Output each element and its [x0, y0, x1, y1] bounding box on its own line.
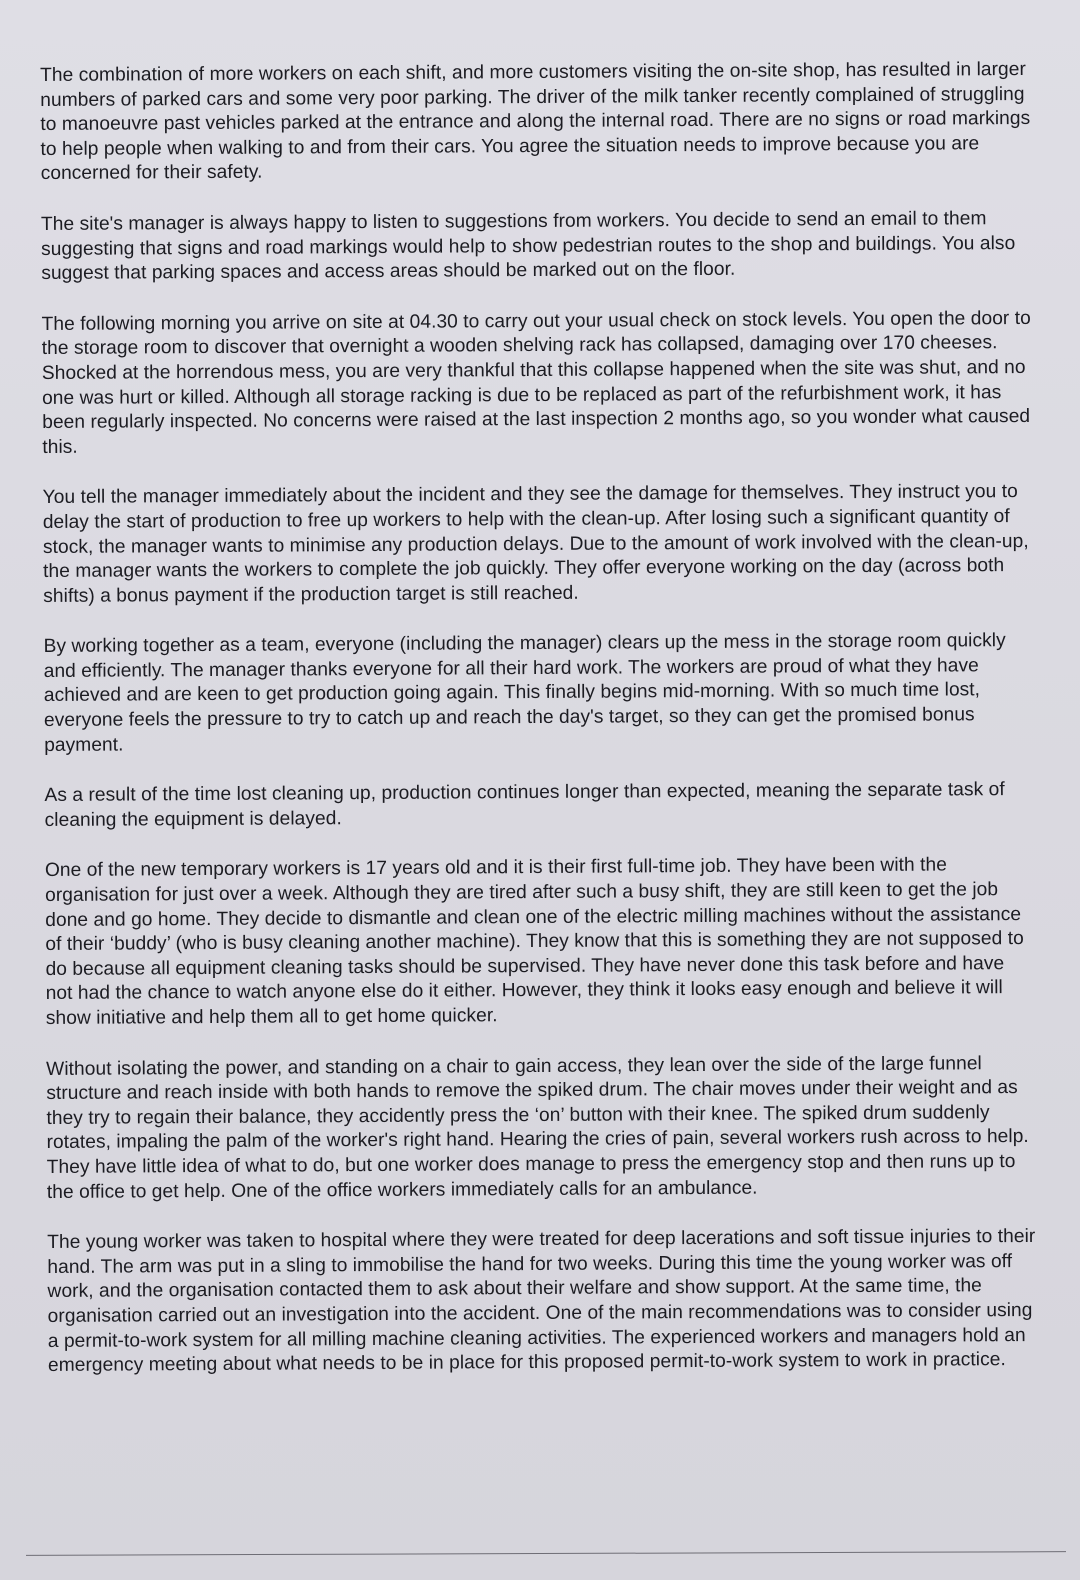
- paragraph-parking: The combination of more workers on each shift, and more customers visiting the on-site shop, has resulted in larger numbers of parked cars and some very poor parking. The driver of the milk tanker recently complained of struggling to manoeuvre past vehicles parked at the entrance and along the internal road. There are no signs or road markings to help people when walking to and from their cars. You agree the situation needs to improve because you are concerned for their safety.: [40, 58, 1031, 185]
- paragraph-teamwork: By working together as a team, everyone (including the manager) clears up the mess in the storage room quickly and efficiently. The manager thanks everyone for all their hard work. The workers are proud of what they have achieved and are keen to get production going again. This finally begins mid-morning. With so much time lost, everyone feels the pressure to try to catch up and reach the day's target, so they can get the promised bonus payment.: [43, 630, 1006, 756]
- page-divider-line: [26, 1551, 1066, 1556]
- paragraph-manager-suggestion: The site's manager is always happy to listen to suggestions from workers. You decide to send an email to them suggesting that signs and road markings would help to show pedestrian routes to the shop and buildings. You also suggest that parking spaces and access areas should be marked out on the floor.: [40, 208, 1016, 285]
- paragraph-production-delay: As a result of the time lost cleaning up, production continues longer than expected, meaning the separate task of cleaning the equipment is delayed.: [44, 779, 1005, 831]
- paragraph-clean-up-instruction: You tell the manager immediately about the incident and they see the damage for themselves. They instruct you to delay the start of production to free up workers to help with the clean-up. After losing such a significant quantity of stock, the manager wants to minimise any production delays. Due to the amount of work involved with the clean-up, the manager wants the workers to complete the job quickly. They offer everyone working on the day (across both shifts) a bonus payment if the production target is still reached.: [42, 481, 1029, 607]
- paragraph-investigation: The young worker was taken to hospital where they were treated for deep lacerations and soft tissue injuries to their hand. The arm was put in a sling to immobilise the hand for two weeks. During this time the young worker was off work, and the organisation contacted them to ask about their welfare and show support. At the same time, the organisation carried out an investigation into the accident. One of the main recommendations was to consider using a permit-to-work system for all milling machine cleaning activities. The experienced workers and managers hold an emergency meeting about what needs to be in place for this proposed permit-to-work system to work in practice.: [47, 1226, 1036, 1377]
- document-body: [40, 58, 1038, 1405]
- paragraph-young-worker: One of the new temporary workers is 17 years old and it is their first full-time job. They have been with the organisation for just over a week. Although they are tired after such a busy shift, they are still keen to get the job done and go home. They decide to dismantle and clean one of the electric milling machines without the assistance of their ‘buddy’ (who is busy cleaning another machine). They know that this is something they are not supposed to do because all equipment cleaning tasks should be supervised. They have never done this task before and have not had the chance to watch anyone else do it either. However, they think it looks easy enough and believe it will show initiative and help them all to get home quicker.: [44, 854, 1024, 1029]
- paragraph-rack-collapse: The following morning you arrive on site at 04.30 to carry out your usual check on stock levels. You open the door to the storage room to discover that overnight a wooden shelving rack has collapsed, damaging over 170 cheeses. Shocked at the horrendous mess, you are very thankful that this collapse happened when the site was shut, and no one was hurt or killed. Although all storage racking is due to be replaced as part of the refurbishment work, it has been regularly inspected. No concerns were raised at the last inspection 2 months ago, so you wonder what caused this.: [41, 307, 1031, 458]
- paragraph-accident: Without isolating the power, and standing on a chair to gain access, they lean over the side of the large funnel structure and reach inside with both hands to remove the spiked drum. The chair moves under their weight and as they try to regain their balance, they accidently press the ‘on’ button with their knee. The spiked drum suddenly rotates, impaling the palm of the worker's right hand. Hearing the cries of pain, several workers rush across to help. They have little idea of what to do, but one worker does manage to press the emergency stop and then runs up to the office to get help. One of the office workers immediately calls for an ambulance.: [46, 1052, 1029, 1203]
